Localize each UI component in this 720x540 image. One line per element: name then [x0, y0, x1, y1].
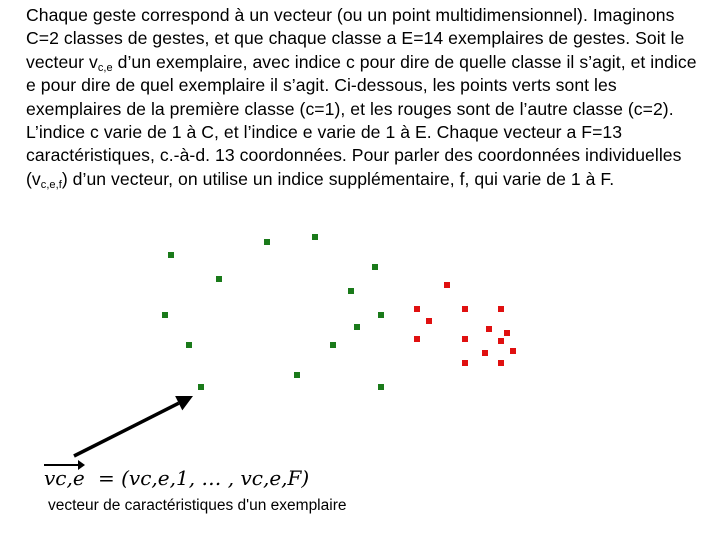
- green-point-7: [162, 312, 168, 318]
- green-point-2: [264, 239, 270, 245]
- green-point-5: [216, 276, 222, 282]
- green-point-9: [354, 324, 360, 330]
- red-point-3: [462, 306, 468, 312]
- green-point-3: [168, 252, 174, 258]
- arrow-to-point: [74, 396, 193, 456]
- subscript-ce: c,e: [97, 61, 113, 74]
- red-point-9: [462, 336, 468, 342]
- green-point-11: [330, 342, 336, 348]
- caption: vecteur de caractéristiques d'un exemplaire: [48, 497, 347, 514]
- green-point-10: [186, 342, 192, 348]
- red-point-12: [482, 350, 488, 356]
- red-point-6: [486, 326, 492, 332]
- green-point-1: [312, 234, 318, 240]
- red-point-13: [462, 360, 468, 366]
- red-points-group: [414, 282, 516, 366]
- green-point-12: [294, 372, 300, 378]
- red-point-11: [510, 348, 516, 354]
- red-point-4: [498, 306, 504, 312]
- green-point-8: [378, 312, 384, 318]
- green-point-6: [348, 288, 354, 294]
- description-paragraph: Chaque geste correspond à un vecteur (ou un point multidimensionnel). Imaginons C=2 classes de gestes, et que chaque classe a E=14 exemplaires de gestes. Soit le vecteur $v_{c,e}$ d’un exemplaire, avec indice c pour dire de quelle classe il s’agit, et indice e pour dire de quel exemplaire il s’agit. Ci-dessous, les points verts sont les exemplaires de la première classe (c=1), et les rouges sont de l’autre classe (c=2). L’indice c varie de 1 à C, et l’indice e varie de 1 à E. Chaque vecteur a F=13 caractéristiques, c.-à-d. 13 coordonnées. Pour parler des coordonnées individuelles $(v_{c,e,f})$ d’un vecteur, on utilise un indice supplémentaire, f, qui varie de 1 à F.: [26, 5, 697, 191]
- red-point-8: [414, 336, 420, 342]
- red-point-10: [498, 338, 504, 344]
- green-points-group: [162, 234, 384, 390]
- green-point-14: [378, 384, 384, 390]
- red-point-5: [426, 318, 432, 324]
- formula-rhs: = (vc,e,1, … , vc,e,F): [98, 466, 310, 490]
- vector-formula: [40, 462, 340, 498]
- subscript-cef: c,e,f: [40, 178, 62, 191]
- red-point-14: [498, 360, 504, 366]
- red-point-1: [444, 282, 450, 288]
- red-point-7: [504, 330, 510, 336]
- green-point-13: [198, 384, 204, 390]
- red-point-2: [414, 306, 420, 312]
- formula-lhs: vc,e: [44, 466, 85, 490]
- green-point-4: [372, 264, 378, 270]
- arrow-shaft: [74, 403, 179, 456]
